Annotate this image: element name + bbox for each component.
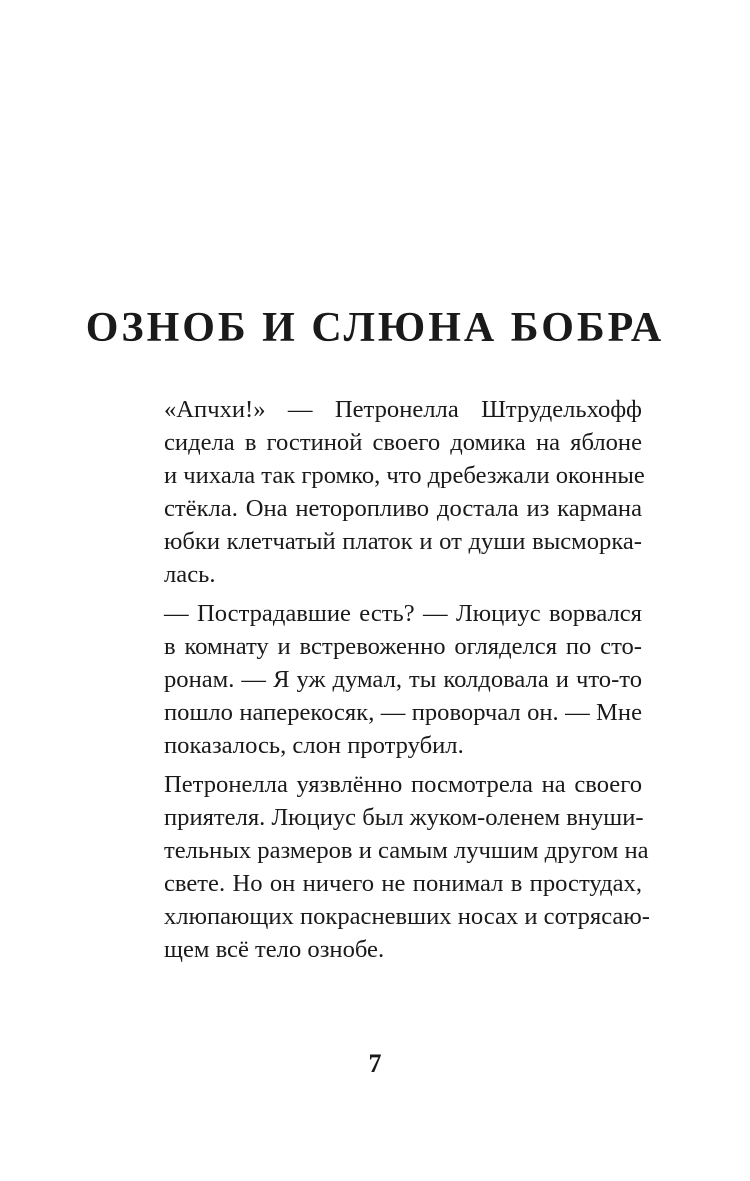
text-line: юбки клетчатый платок и от души высморка- xyxy=(164,528,642,555)
text-line: ронам. — Я уж думал, ты колдовала и что-то xyxy=(164,666,642,693)
text-line: показалось, слон протрубил. xyxy=(164,732,464,759)
text-line: лась. xyxy=(164,561,216,588)
text-line: свете. Но он ничего не понимал в простудах, xyxy=(164,870,642,897)
text-line: стёкла. Она неторопливо достала из кармана xyxy=(164,495,642,522)
page-number: 7 xyxy=(368,1049,382,1078)
chapter-body xyxy=(122,393,650,972)
text-line: в комнату и встревоженно огляделся по сто- xyxy=(164,633,642,660)
paragraph-3 xyxy=(122,768,650,966)
text-line: «Апчхи!» — Петронелла Штрудельхофф xyxy=(164,396,642,423)
paragraph-1 xyxy=(122,393,645,591)
text-line: — Пострадавшие есть? — Люциус ворвался xyxy=(164,600,642,627)
text-line: тельных размеров и самым лучшим другом на xyxy=(164,837,649,864)
text-line: пошло наперекосяк, — проворчал он. — Мне xyxy=(164,699,642,726)
text-line: щем всё тело ознобе. xyxy=(164,936,385,963)
text-line: Петронелла уязвлённо посмотрела на своего xyxy=(164,771,642,798)
chapter-title: ОЗНОБ И СЛЮНА БОБРА xyxy=(85,305,665,351)
text-line: и чихала так громко, что дребезжали оконные xyxy=(164,462,645,489)
text-line: хлюпающих покрасневших носах и сотрясаю- xyxy=(164,903,650,930)
text-line: сидела в гостиной своего домика на яблоне xyxy=(164,429,642,456)
paragraph-2 xyxy=(122,597,642,762)
text-line: приятеля. Люциус был жуком-оленем внуши- xyxy=(164,804,644,831)
